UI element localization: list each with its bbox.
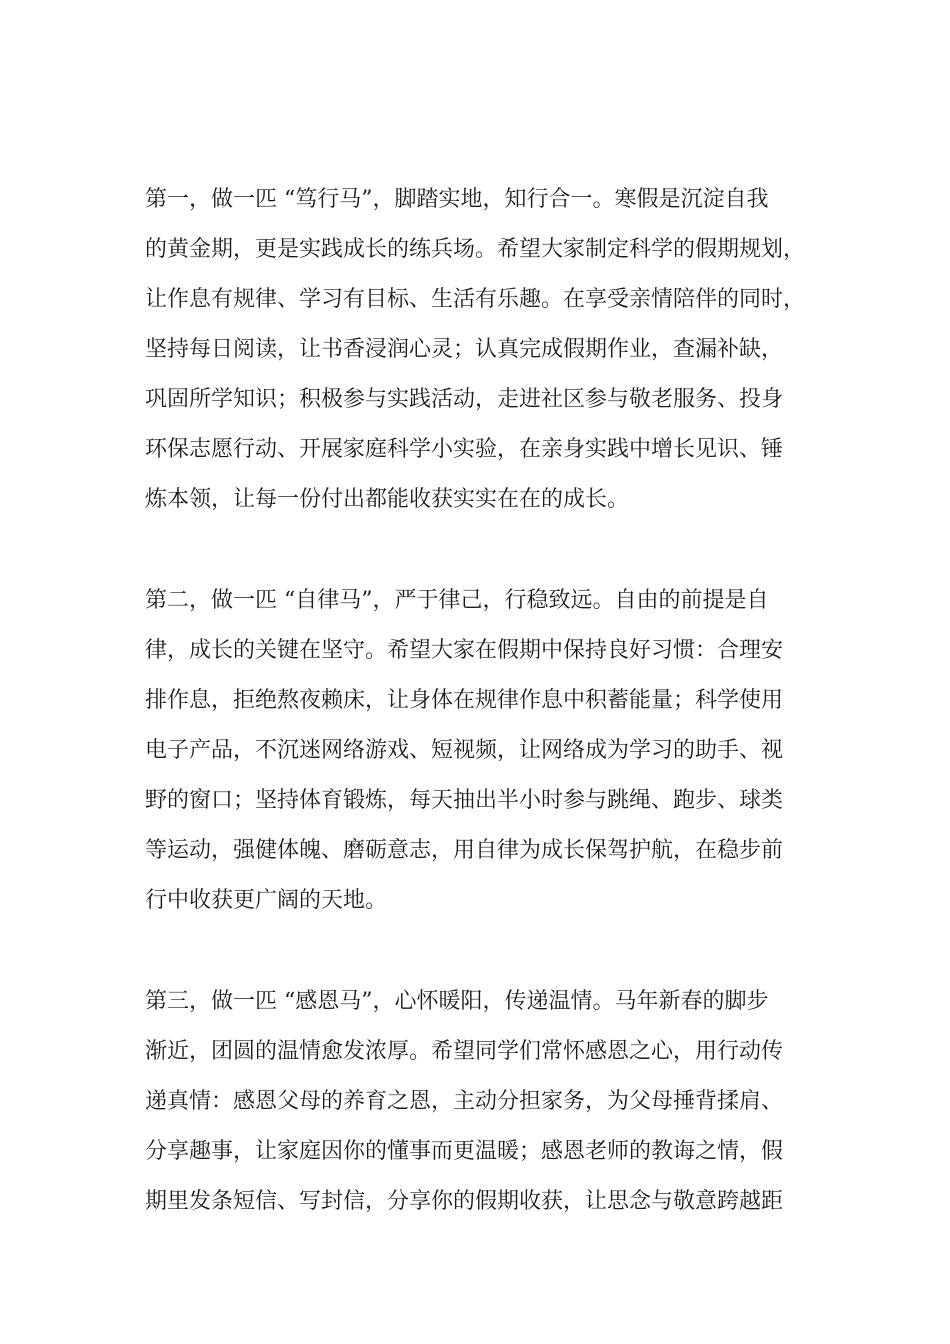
paragraph-line: 巩固所学知识；积极参与实践活动，走进社区参与敬老服务、投身: [145, 387, 784, 412]
paragraph-line: 排作息，拒绝熬夜赖床，让身体在规律作息中积蓄能量；科学使用: [145, 688, 784, 713]
paragraph-line: 电子产品，不沉迷网络游戏、短视频，让网络成为学习的助手、视: [145, 738, 784, 763]
paragraph-line: 第一，做一匹 “笃行马”，脚踏实地，知行合一。寒假是沉淀自我: [145, 187, 769, 212]
paragraph-line: 律，成长的关键在坚守。希望大家在假期中保持良好习惯：合理安: [145, 638, 784, 663]
paragraph-line: 渐近，团圆的温情愈发浓厚。希望同学们常怀感恩之心，用行动传: [145, 1039, 784, 1064]
paragraph-line: 坚持每日阅读，让书香浸润心灵；认真完成假期作业，查漏补缺，: [145, 337, 784, 362]
paragraph-line: 分享趣事，让家庭因你的懂事而更温暖；感恩老师的教诲之情，假: [145, 1139, 784, 1164]
paragraph-line: 第三，做一匹 “感恩马”，心怀暖阳，传递温情。马年新春的脚步: [145, 989, 769, 1014]
paragraph-line: 环保志愿行动、开展家庭科学小实验，在亲身实践中增长见识、锤: [145, 437, 784, 462]
paragraph-line: 期里发条短信、写封信，分享你的假期收获，让思念与敬意跨越距: [145, 1189, 784, 1214]
paragraph-line: 野的窗口；坚持体育锻炼，每天抽出半小时参与跳绳、跑步、球类: [145, 788, 784, 813]
paragraph-line: 炼本领，让每一份付出都能收获实实在在的成长。: [145, 487, 630, 512]
paragraph-1: [145, 175, 825, 525]
paragraph-3: [145, 977, 825, 1227]
paragraph-line: 让作息有规律、学习有目标、生活有乐趣。在享受亲情陪伴的同时，: [145, 287, 806, 312]
paragraph-line: 递真情：感恩父母的养育之恩，主动分担家务，为父母捶背揉肩、: [145, 1089, 784, 1114]
paragraph-line: 第二，做一匹 “自律马”，严于律己，行稳致远。自由的前提是自: [145, 588, 769, 613]
paragraph-line: 的黄金期，更是实践成长的练兵场。希望大家制定科学的假期规划，: [145, 237, 806, 262]
paragraph-2: [145, 576, 825, 926]
paragraph-line: 等运动，强健体魄、磨砺意志，用自律为成长保驾护航，在稳步前: [145, 838, 784, 863]
paragraph-line: 行中收获更广阔的天地。: [145, 888, 388, 913]
